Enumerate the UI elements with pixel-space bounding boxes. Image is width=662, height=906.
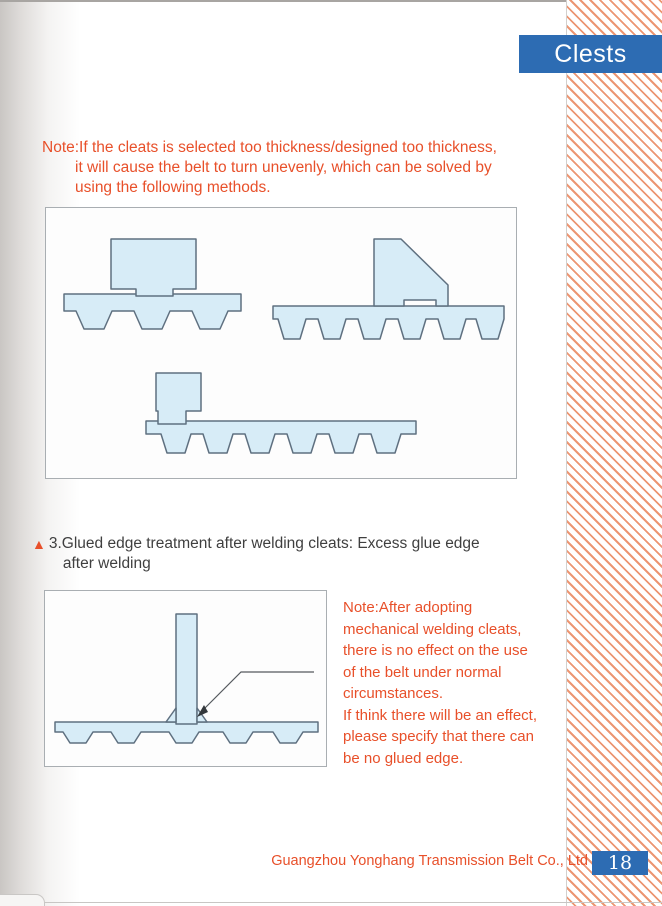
page-title: Clests <box>554 39 627 68</box>
section-heading-text <box>49 534 480 574</box>
belt-profile-b <box>273 306 504 339</box>
cleat-block-a <box>111 239 196 296</box>
page-title-bar <box>519 35 662 73</box>
triangle-bullet-icon: ▲ <box>32 536 46 552</box>
diagram-cleat-options <box>45 207 517 479</box>
belt-profile-a <box>64 294 241 329</box>
note-line: circumstances. <box>343 685 444 702</box>
note-line: using the following methods. <box>75 179 271 196</box>
page-number-badge <box>592 851 648 875</box>
bottom-border-line <box>0 902 662 903</box>
note-line: it will cause the belt to turn unevenly, which can be solved by <box>75 159 492 176</box>
note-thickness <box>42 138 537 198</box>
leader-line <box>202 672 314 711</box>
cleat-block-b <box>374 239 448 306</box>
note-line: please specify that there can <box>343 728 534 745</box>
cleat-block-c <box>156 373 201 424</box>
glue-fillet-left <box>166 708 176 722</box>
note-line: of the belt under normal <box>343 663 502 681</box>
note-line: there is no effect on the use <box>343 642 528 659</box>
note-welding <box>343 597 568 769</box>
note-line: Note:After adopting <box>343 599 473 616</box>
belt-profile-c <box>146 421 416 453</box>
heading-line: after welding <box>62 555 151 572</box>
diagram-glued-edge <box>44 590 327 767</box>
page-corner-tab <box>0 894 45 906</box>
top-border-line <box>0 0 662 2</box>
page-number: 18 <box>607 852 633 874</box>
note-line: Note:If the cleats is selected too thickness/designed too thickness, <box>42 139 497 156</box>
cleat-vertical <box>176 614 197 724</box>
footer-company-name: Guangzhou Yonghang Transmission Belt Co., Ltd <box>271 853 588 869</box>
heading-line: 3.Glued edge treatment after welding cleats: Excess glue edge <box>48 535 480 552</box>
note-line: be no glued edge. <box>343 749 464 767</box>
belt-cleat-profiles-drawing <box>46 208 516 478</box>
note-line: If think there will be an effect, <box>343 706 537 724</box>
section-heading-3 <box>32 534 480 574</box>
note-line: mechanical welding cleats, <box>343 620 522 638</box>
belt-profile-d <box>55 722 318 743</box>
welded-cleat-drawing <box>45 591 326 766</box>
hatch-band <box>566 0 662 906</box>
